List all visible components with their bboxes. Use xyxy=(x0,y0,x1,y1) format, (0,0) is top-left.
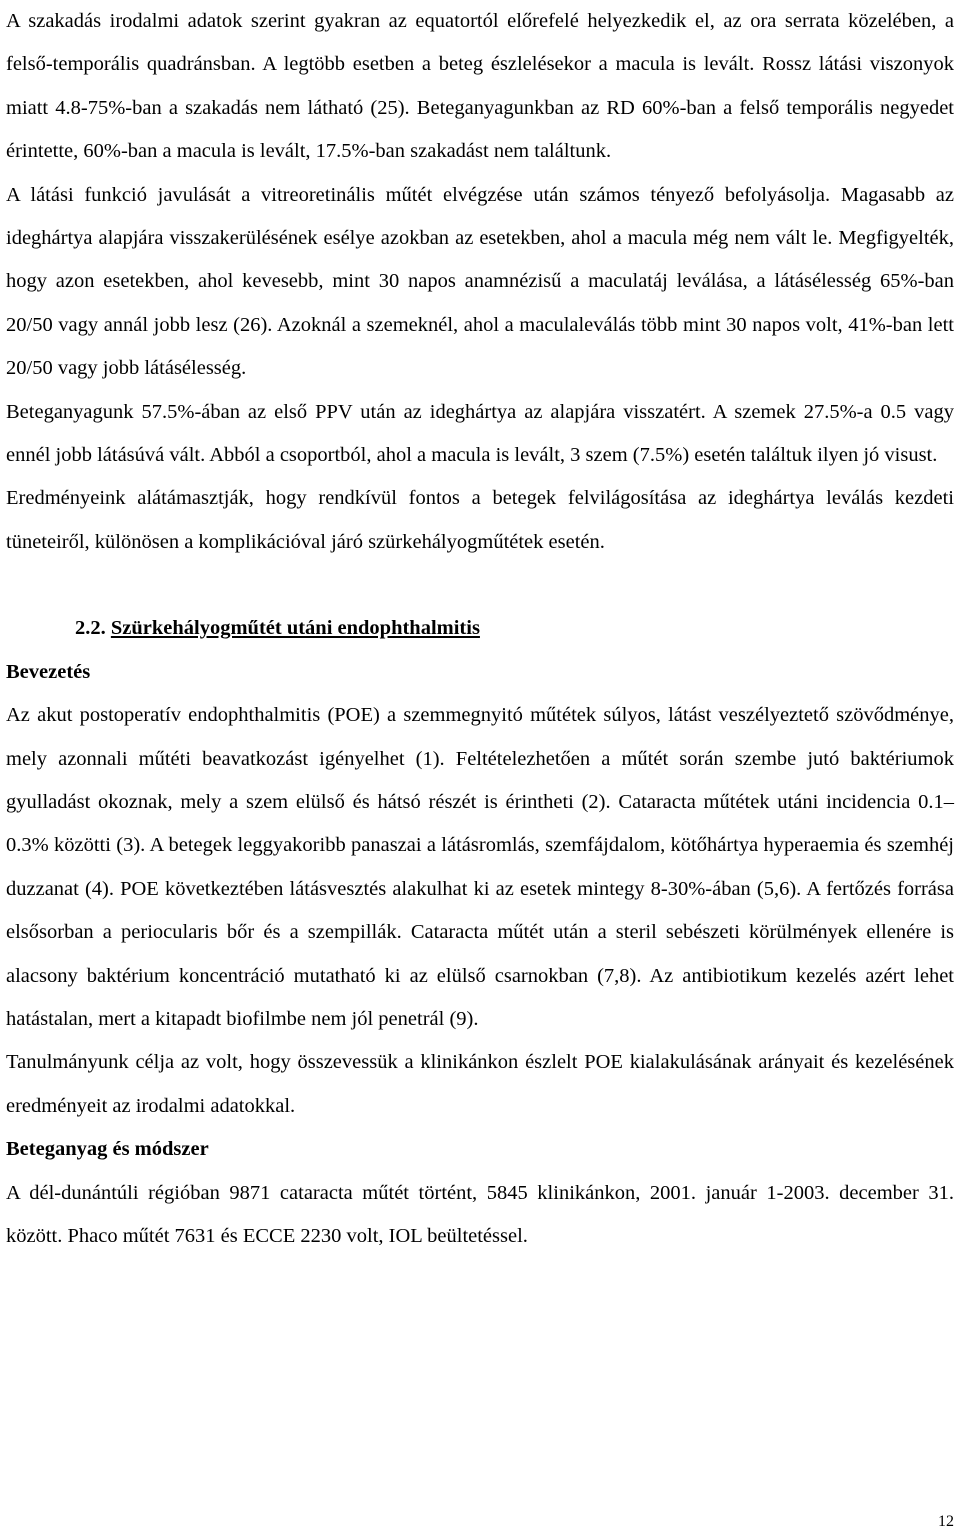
paragraph-visual-function: A látási funkció javulását a vitreoretinális műtét elvégzése után számos tényező befolyásolja. Magasabb az ideghártya alapjára visszakerülésének esélye azokban az esetekben, ahol a macula még nem vált le. Megfigyelték, hogy azon esetekben, ahol kevesebb, mint 30 napos anamnézisű a maculatáj leválása, a látásélesség 65%-ban 20/50 vagy annál jobb lesz (26). Azoknál a szemeknél, ahol a maculaleválás több mint 30 napos volt, 41%-ban lett 20/50 vagy jobb látásélesség. xyxy=(6,183,954,380)
paragraph-introduction: Az akut postoperatív endophthalmitis (POE) a szemmegnyitó műtétek súlyos, látást veszélyeztető szövődménye, mely azonnali műtéti beavatkozást igényelhet (1). Feltételezhetően a műtét során szembe jutó baktériumok gyulladást okoznak, mely a szem elülső és hátsó részét is érintheti (2). Cataracta műtétek utáni incidencia 0.1–0.3% közötti (3). A betegek leggyakoribb panaszai a látásromlás, szemfájdalom, kötőhártya hyperaemia és szemhéj duzzanat (4). POE következtében látásvesztés alakulhat ki az esetek mintegy 8-30%-ában (5,6). A fertőzés forrása elsősorban a periocularis bőr és a szempillák. Cataracta műtét után a steril sebészeti körülmények ellenére is alacsony baktérium koncentráció mutatható ki az elülső csarnokban (7,8). Az antibiotikum kezelés azért lehet hatástalan, mert a kitapadt biofilmbe nem jól penetrál (9). xyxy=(6,704,954,1030)
section-number: 2.2. xyxy=(75,617,106,640)
paragraph-own-results: Beteganyagunk 57.5%-ában az első PPV után az ideghártya az alapjára visszatért. A szemek 27.5%-a 0.5 vagy ennél jobb látásúvá vált. Abból a csoportból, ahol a macula is levált, 3 szem (7.5%) esetén találtuk ilyen jó visust. xyxy=(6,400,954,467)
paragraph-aim: Tanulmányunk célja az volt, hogy összevessük a klinikánkon észlelt POE kialakulásának arányait és kezelésének eredményeit az irodalmi adatokkal. xyxy=(6,1051,954,1117)
paragraph-detachment-location: A szakadás irodalmi adatok szerint gyakran az equatortól előrefelé helyezkedik el, az ora serrata közelében, a felső-temporális quadránsban. A legtöbb esetben a beteg észlelésekor a macula is levált. Rossz látási viszonyok miatt 4.8-75%-ban a szakadás nem látható (25). Beteganyagunkban az RD 60%-ban a felső temporális negyedet érintette, 60%-ban a macula is levált, 17.5%-ban szakadást nem találtunk. xyxy=(6,10,954,163)
section-title xyxy=(6,607,954,650)
spacer xyxy=(6,564,954,607)
paragraph-methods: A dél-dunántúli régióban 9871 cataracta műtét történt, 5845 klinikánkon, 2001. január 1-2003. december 31. között. Phaco műtét 7631 és ECCE 2230 volt, IOL beültetéssel. xyxy=(6,1181,954,1247)
page-number: 12 xyxy=(938,1513,954,1530)
document-page xyxy=(6,0,954,1258)
section-title-text: Szürkehályogműtét utáni endophthalmitis xyxy=(110,617,480,640)
paragraph-conclusion: Eredményeink alátámasztják, hogy rendkívül fontos a betegek felvilágosítása az ideghártya leválás kezdeti tüneteiről, különösen a komplikációval járó szürkehályogműtétek esetén. xyxy=(6,487,954,553)
heading-methods: Beteganyag és módszer xyxy=(6,1138,209,1161)
heading-bevezetes: Bevezetés xyxy=(6,660,91,683)
